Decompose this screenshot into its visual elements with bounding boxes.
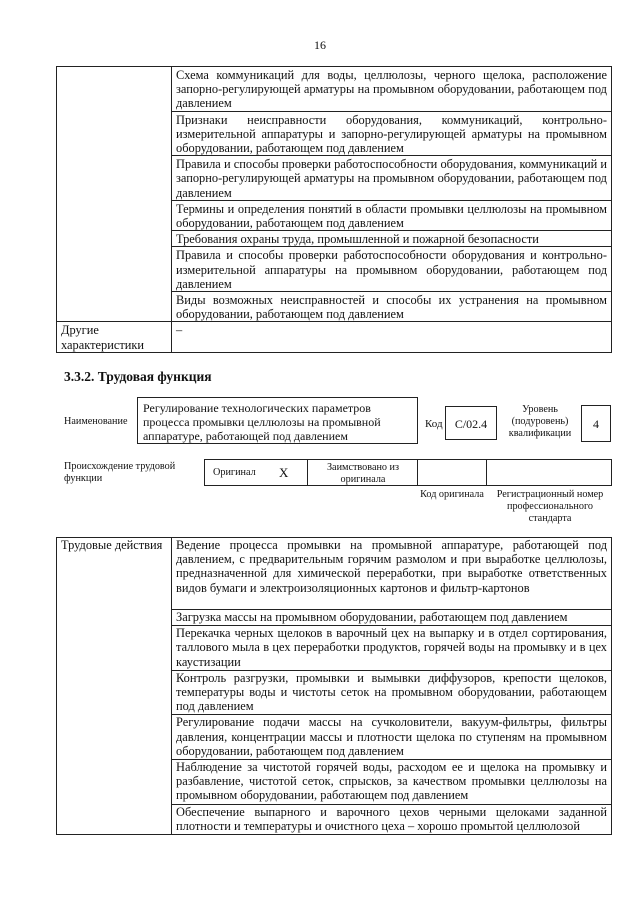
- knowledge-item: Требования охраны труда, промышленной и пожарной безопасности: [172, 231, 612, 247]
- labor-action: Регулирование подачи массы на сучколовители, вакуум-фильтры, фильтры давления, концентрации массы и плотности щелока по ступеням на промывном оборудовании, работающем под давлением: [172, 715, 612, 760]
- knowledge-table: [56, 66, 612, 353]
- origin-label: Происхождение трудовой функции: [64, 461, 176, 484]
- labor-action: Ведение процесса промывки на промывной аппаратуре, работающей под давлением, с предварительным горячим размолом и при выработке целлюлозы, предназначенной для химической переработки, при выработке ответственных видов бумаги и электроизоляционных картонов и фильтр-картонов: [172, 538, 612, 610]
- labor-action: Наблюдение за чистотой горячей воды, расходом ее и щелока на промывку и разбавление, чистотой сеток, спрысков, за качеством промывки целлюлозы на промывном оборудовании, работающем под давлением: [172, 760, 612, 805]
- code-label: Код: [425, 418, 443, 430]
- origin-code-cell: [417, 459, 487, 486]
- level-label: Уровень (подуровень) квалификации: [508, 404, 572, 439]
- table-row: [57, 67, 612, 112]
- knowledge-item: Виды возможных неисправностей и способы их устранения на промывном оборудовании, работающем под давлением: [172, 292, 612, 322]
- borrowed-label: Заимствовано из оригинала: [326, 462, 400, 485]
- labor-actions-table: [56, 537, 612, 835]
- section-title: 3.3.2. Трудовая функция: [64, 369, 212, 384]
- reg-caption: Регистрационный номер профессионального стандарта: [496, 489, 604, 524]
- table-row: [57, 538, 612, 610]
- function-name-box: Регулирование технологических параметров процесса промывки целлюлозы на промывной аппаратуре, работающей под давлением: [137, 397, 418, 444]
- original-mark: Х: [279, 465, 289, 480]
- knowledge-item: Признаки неисправности оборудования, коммуникаций, контрольно-измерительной аппаратуры и запорно-регулирующей арматуры на промывном оборудовании, работающем под давлением: [172, 111, 612, 156]
- origin-cell-borrowed: [307, 459, 418, 486]
- page-number: 16: [314, 38, 326, 52]
- name-label: Наименование: [64, 416, 128, 427]
- code-value-box: С/02.4: [445, 406, 497, 440]
- original-label: Оригинал: [213, 467, 256, 478]
- table-row: [57, 322, 612, 352]
- labor-action: Загрузка массы на промывном оборудовании, работающем под давлением: [172, 610, 612, 626]
- other-value: –: [172, 322, 612, 352]
- level-value-box: 4: [581, 405, 611, 442]
- knowledge-item: Правила и способы проверки работоспособности оборудования и контрольно-измерительной аппаратуры на промывном оборудовании, работающем под давлением: [172, 247, 612, 292]
- code-caption: Код оригинала: [420, 489, 484, 500]
- labor-action: Контроль разгрузки, промывки и вымывки диффузоров, крепости щелоков, температуры воды и чистоты сеток на промывном оборудовании, работающем под давлением: [172, 670, 612, 715]
- empty-label-cell: [57, 67, 172, 322]
- origin-reg-cell: [486, 459, 612, 486]
- knowledge-item: Схема коммуникаций для воды, целлюлозы, черного щелока, расположение запорно-регулирующей арматуры на промывном оборудовании, работающем под давлением: [172, 67, 612, 112]
- labor-action: Обеспечение выпарного и варочного цехов черными щелоками заданной плотности и температуры и очистного цеха – хорошо промытой целлюлозой: [172, 804, 612, 834]
- labor-actions-label: Трудовые действия: [57, 538, 172, 835]
- knowledge-item: Термины и определения понятий в области промывки целлюлозы на промывном оборудовании, работающем под давлением: [172, 200, 612, 230]
- other-label: Другие характеристики: [57, 322, 172, 352]
- origin-cell-original: [204, 459, 308, 486]
- knowledge-item: Правила и способы проверки работоспособности оборудования, коммуникаций и запорно-регулирующей арматуры на промывном оборудовании, работающем под давлением: [172, 156, 612, 201]
- labor-action: Перекачка черных щелоков в варочный цех на выпарку и в отдел сортирования, таллового мыла в цех переработки продуктов, горячей воды на промывку и в цех каустизации: [172, 626, 612, 671]
